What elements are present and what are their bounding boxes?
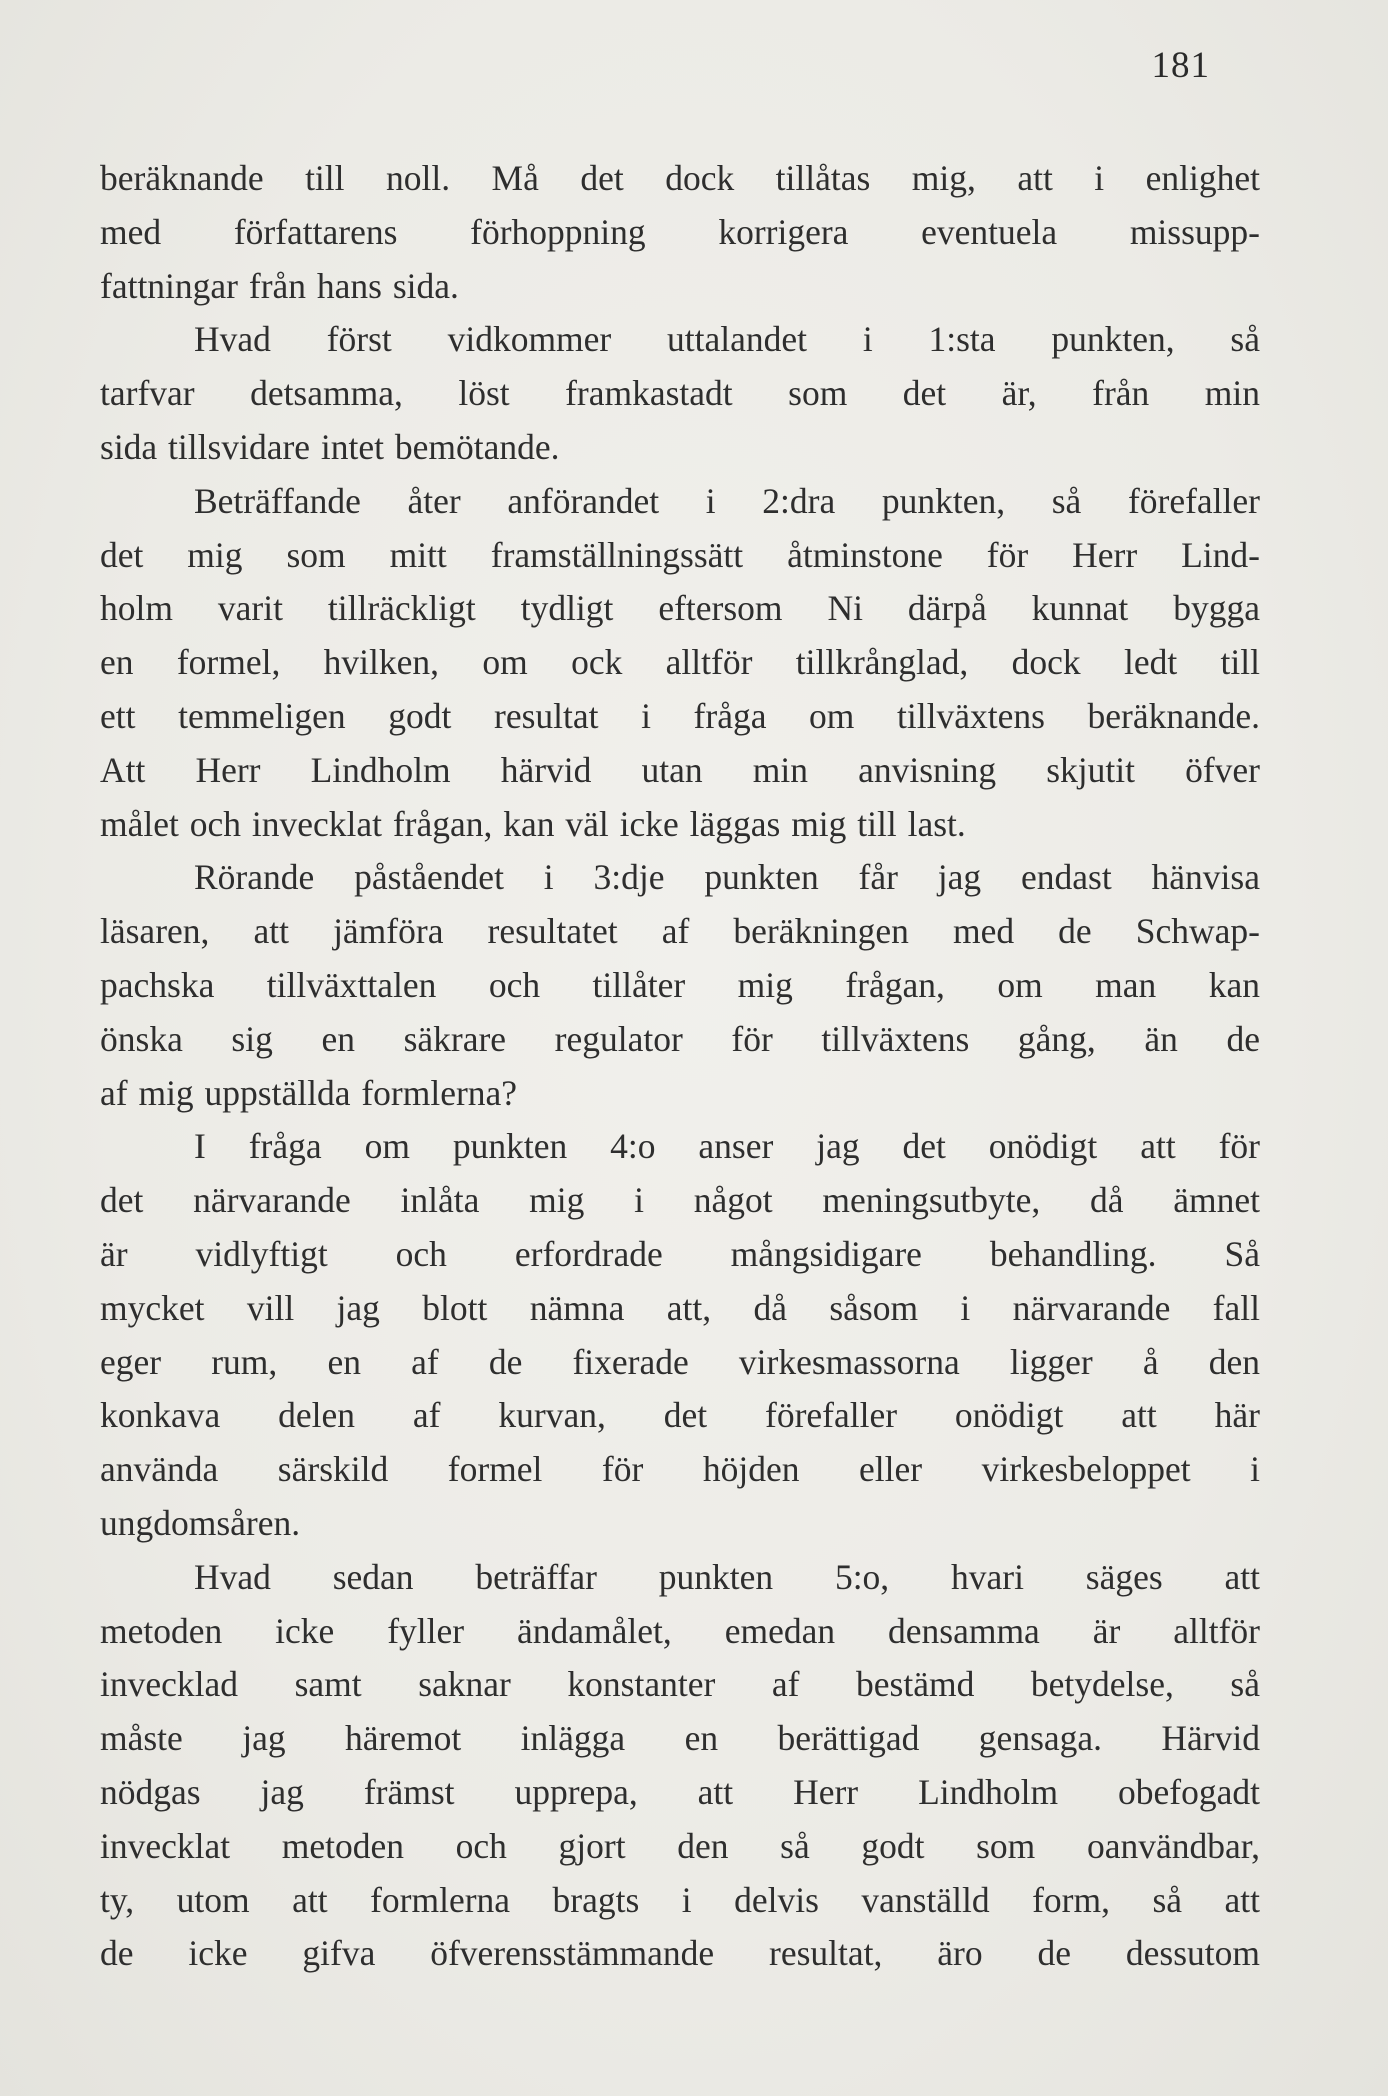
- text-line: metoden icke fyller ändamålet, emedan densamma är alltför: [100, 1610, 1260, 1651]
- text-line: konkava delen af kurvan, det förefaller onödigt att här: [100, 1395, 1260, 1436]
- text-line: en formel, hvilken, om ock alltför tillkrånglad, dock ledt till: [100, 642, 1260, 683]
- text-line: tarfvar detsamma, löst framkastadt som det är, från min: [100, 373, 1260, 414]
- text-line: invecklat metoden och gjort den så godt som oanvändbar,: [100, 1825, 1260, 1866]
- text-line: mycket vill jag blott nämna att, då såsom i närvarande fall: [100, 1287, 1260, 1328]
- text-line: sida tillsvidare intet bemötande.: [100, 426, 560, 467]
- text-line: beräknande till noll. Må det dock tillåtas mig, att i enlighet: [100, 158, 1260, 198]
- text-line: holm varit tillräckligt tydligt eftersom Ni därpå kunnat bygga: [100, 588, 1260, 629]
- text-line: invecklad samt saknar konstanter af bestämd betydelse, så: [100, 1664, 1260, 1705]
- text-line: de icke gifva öfverensstämmande resultat, äro de dessutom: [100, 1933, 1260, 1974]
- text-line: nödgas jag främst upprepa, att Herr Lindholm obefogadt: [100, 1771, 1260, 1812]
- page-number: 181: [1151, 45, 1210, 86]
- text-line: målet och invecklat frågan, kan väl icke läggas mig till last.: [100, 803, 966, 844]
- text-line: Hvad först vidkommer uttalandet i 1:sta punkten, så: [194, 319, 1260, 360]
- text-line: ett temmeligen godt resultat i fråga om tillväxtens beräknande.: [100, 695, 1260, 736]
- text-line: I fråga om punkten 4:o anser jag det onödigt att för: [194, 1126, 1260, 1167]
- text-line: Att Herr Lindholm härvid utan min anvisning skjutit öfver: [100, 749, 1260, 790]
- text-line: af mig uppställda formlerna?: [100, 1072, 518, 1113]
- text-line: önska sig en säkrare regulator för tillväxtens gång, än de: [100, 1018, 1260, 1059]
- text-line: ty, utom att formlerna bragts i delvis vanställd form, så att: [100, 1879, 1260, 1920]
- text-line: Hvad sedan beträffar punkten 5:o, hvari säges att: [194, 1556, 1260, 1597]
- text-line: Beträffande åter anförandet i 2:dra punkten, så förefaller: [194, 480, 1260, 521]
- text-line: Rörande påståendet i 3:dje punkten får jag endast hänvisa: [194, 857, 1260, 898]
- text-line: fattningar från hans sida.: [100, 265, 459, 306]
- text-line: pachska tillväxttalen och tillåter mig frågan, om man kan: [100, 964, 1260, 1005]
- text-line: det närvarande inlåta mig i något meningsutbyte, då ämnet: [100, 1180, 1260, 1221]
- text-line: det mig som mitt framställningssätt åtminstone för Herr Lind-: [100, 534, 1260, 575]
- text-line: ungdomsåren.: [100, 1502, 301, 1543]
- text-line: med författarens förhoppning korrigera eventuela missupp-: [100, 211, 1260, 252]
- text-line: är vidlyftigt och erfordrade mångsidigare behandling. Så: [100, 1233, 1260, 1274]
- text-line: måste jag häremot inlägga en berättigad gensaga. Härvid: [100, 1718, 1260, 1759]
- text-line: läsaren, att jämföra resultatet af beräkningen med de Schwap-: [100, 911, 1260, 952]
- text-line: eger rum, en af de fixerade virkesmassorna ligger å den: [100, 1341, 1260, 1382]
- body-text: [100, 152, 1260, 1981]
- text-line: använda särskild formel för höjden eller virkesbeloppet i: [100, 1449, 1260, 1490]
